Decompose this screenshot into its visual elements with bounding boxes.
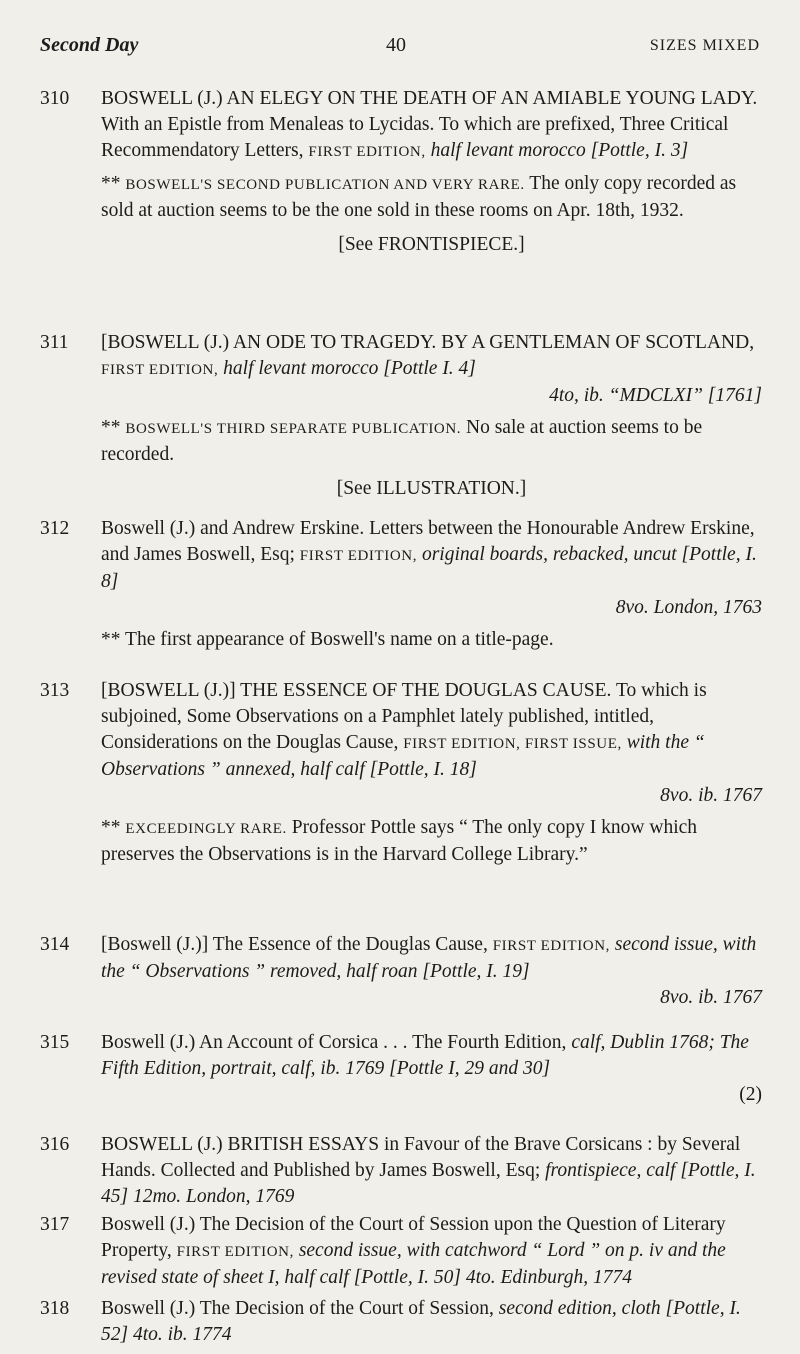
see-reference: [See FRONTISPIECE.] bbox=[338, 234, 525, 255]
lot-318 bbox=[40, 1296, 762, 1348]
lot-text: Boswell (J.) An Account of Corsica . . . The Fourth Edition, bbox=[101, 1032, 567, 1053]
lot-imprint: 8vo. London, 1763 bbox=[615, 597, 762, 618]
lot-binding: second issue, with the “ Observations ” removed, half roan [Pottle, I. 19] bbox=[101, 934, 757, 982]
lot-edition: FIRST EDITION, bbox=[308, 144, 426, 160]
page-number: 40 bbox=[386, 34, 406, 56]
lot-binding: half levant morocco [Pottle I. 4] bbox=[223, 358, 476, 379]
lot-imprint: 12mo. London, 1769 bbox=[132, 1186, 295, 1207]
lot-binding: with the “ Observations ” annexed, half calf [Pottle, I. 18] bbox=[101, 732, 705, 780]
lot-316 bbox=[40, 1132, 762, 1210]
lot-imprint: 8vo. ib. 1767 bbox=[660, 785, 762, 806]
header-day: Second Day bbox=[40, 34, 139, 56]
lot-description: To which is subjoined, Some Observations on a Pamphlet lately published, intitled, Considerations on the Douglas Cause, bbox=[101, 680, 707, 753]
lot-title: [BOSWELL (J.) AN ODE TO TRAGEDY. BY A GENTLEMAN OF SCOTLAND, bbox=[101, 332, 755, 353]
lot-imprint: 4to. ib. 1774 bbox=[132, 1324, 232, 1345]
header-section: SIZES MIXED bbox=[649, 37, 760, 54]
lot-edition: FIRST EDITION, bbox=[492, 938, 611, 954]
lot-315 bbox=[40, 1030, 762, 1108]
lot-number: 314 bbox=[40, 934, 70, 955]
lot-edition: FIRST EDITION, bbox=[101, 362, 219, 378]
lot-edition: FIRST EDITION, FIRST ISSUE, bbox=[403, 736, 622, 752]
lot-edition: FIRST EDITION, bbox=[176, 1244, 294, 1260]
lot-number: 317 bbox=[40, 1214, 70, 1235]
lot-note: ** The first appearance of Boswell's name on a title-page. bbox=[101, 629, 554, 650]
lot-binding: second issue, with catchword “ Lord ” on p. iv and the revised state of sheet I, half calf [Pottle, I. 50] bbox=[101, 1240, 726, 1288]
lot-imprint: 4to, ib. “MDCLXI” [1761] bbox=[549, 385, 762, 406]
lot-note: ** EXCEEDINGLY RARE. Professor Pottle says “ The only copy I know which preserves the Observations is in the Harvard College Library.” bbox=[101, 817, 698, 865]
see-reference: [See ILLUSTRATION.] bbox=[336, 478, 527, 499]
lot-310 bbox=[40, 86, 762, 258]
lot-314 bbox=[40, 932, 762, 1011]
lot-text: [Boswell (J.)] The Essence of the Douglas Cause, bbox=[101, 934, 488, 955]
lot-binding: half levant morocco [Pottle, I. 3] bbox=[430, 140, 689, 161]
lot-note: ** BOSWELL'S SECOND PUBLICATION AND VERY RARE. The only copy recorded as sold at auction seems to be the one sold in these rooms on Apr. 18th, 1932. bbox=[101, 173, 737, 221]
lot-imprint: 8vo. ib. 1767 bbox=[660, 987, 762, 1008]
lot-text: Boswell (J.) and Andrew Erskine. Letters between the Honourable Andrew Erskine, and James Boswell, Esq; bbox=[101, 518, 755, 565]
lot-313 bbox=[40, 678, 762, 868]
lot-binding: frontispiece, calf [Pottle, I. 45] bbox=[101, 1160, 756, 1207]
lot-number: 312 bbox=[40, 518, 70, 539]
lot-title: BOSWELL (J.) AN ELEGY ON THE DEATH OF AN AMIABLE YOUNG LADY. bbox=[101, 88, 758, 109]
lot-number: 316 bbox=[40, 1134, 70, 1155]
lot-number: 311 bbox=[40, 332, 69, 353]
lot-description: With an Epistle from Menaleas to Lycidas. To which are prefixed, Three Critical Recommendatory Letters, bbox=[101, 114, 729, 161]
lot-title: [BOSWELL (J.)] THE ESSENCE OF THE DOUGLAS CAUSE. bbox=[101, 680, 612, 701]
lot-binding: calf, Dublin 1768; The Fifth Edition, portrait, calf, ib. 1769 [Pottle I, 29 and 30] bbox=[101, 1032, 749, 1079]
lot-317 bbox=[40, 1212, 762, 1291]
lot-number: 318 bbox=[40, 1298, 70, 1319]
lot-312 bbox=[40, 516, 762, 653]
running-header bbox=[40, 34, 760, 64]
lot-text: in Favour of the Brave Corsicans : by Several Hands. Collected and Published by James Boswell, Esq; bbox=[101, 1134, 741, 1181]
lot-imprint: 4to. Edinburgh, 1774 bbox=[465, 1267, 632, 1288]
lot-binding: second edition, cloth [Pottle, I. 52] bbox=[101, 1298, 741, 1345]
lot-number: 315 bbox=[40, 1032, 70, 1053]
lot-text: Boswell (J.) The Decision of the Court of Session upon the Question of Literary Property, bbox=[101, 1214, 726, 1261]
lot-imprint: (2) bbox=[739, 1084, 762, 1105]
lot-number: 310 bbox=[40, 88, 70, 109]
lot-title: BOSWELL (J.) BRITISH ESSAYS bbox=[101, 1134, 380, 1155]
lot-311 bbox=[40, 330, 762, 502]
lot-number: 313 bbox=[40, 680, 70, 701]
lot-text: Boswell (J.) The Decision of the Court of Session, bbox=[101, 1298, 494, 1319]
lot-note: ** BOSWELL'S THIRD SEPARATE PUBLICATION. No sale at auction seems to be recorded. bbox=[101, 417, 703, 465]
lot-binding: original boards, rebacked, uncut [Pottle, I. 8] bbox=[101, 544, 757, 592]
lot-edition: FIRST EDITION, bbox=[299, 548, 418, 564]
